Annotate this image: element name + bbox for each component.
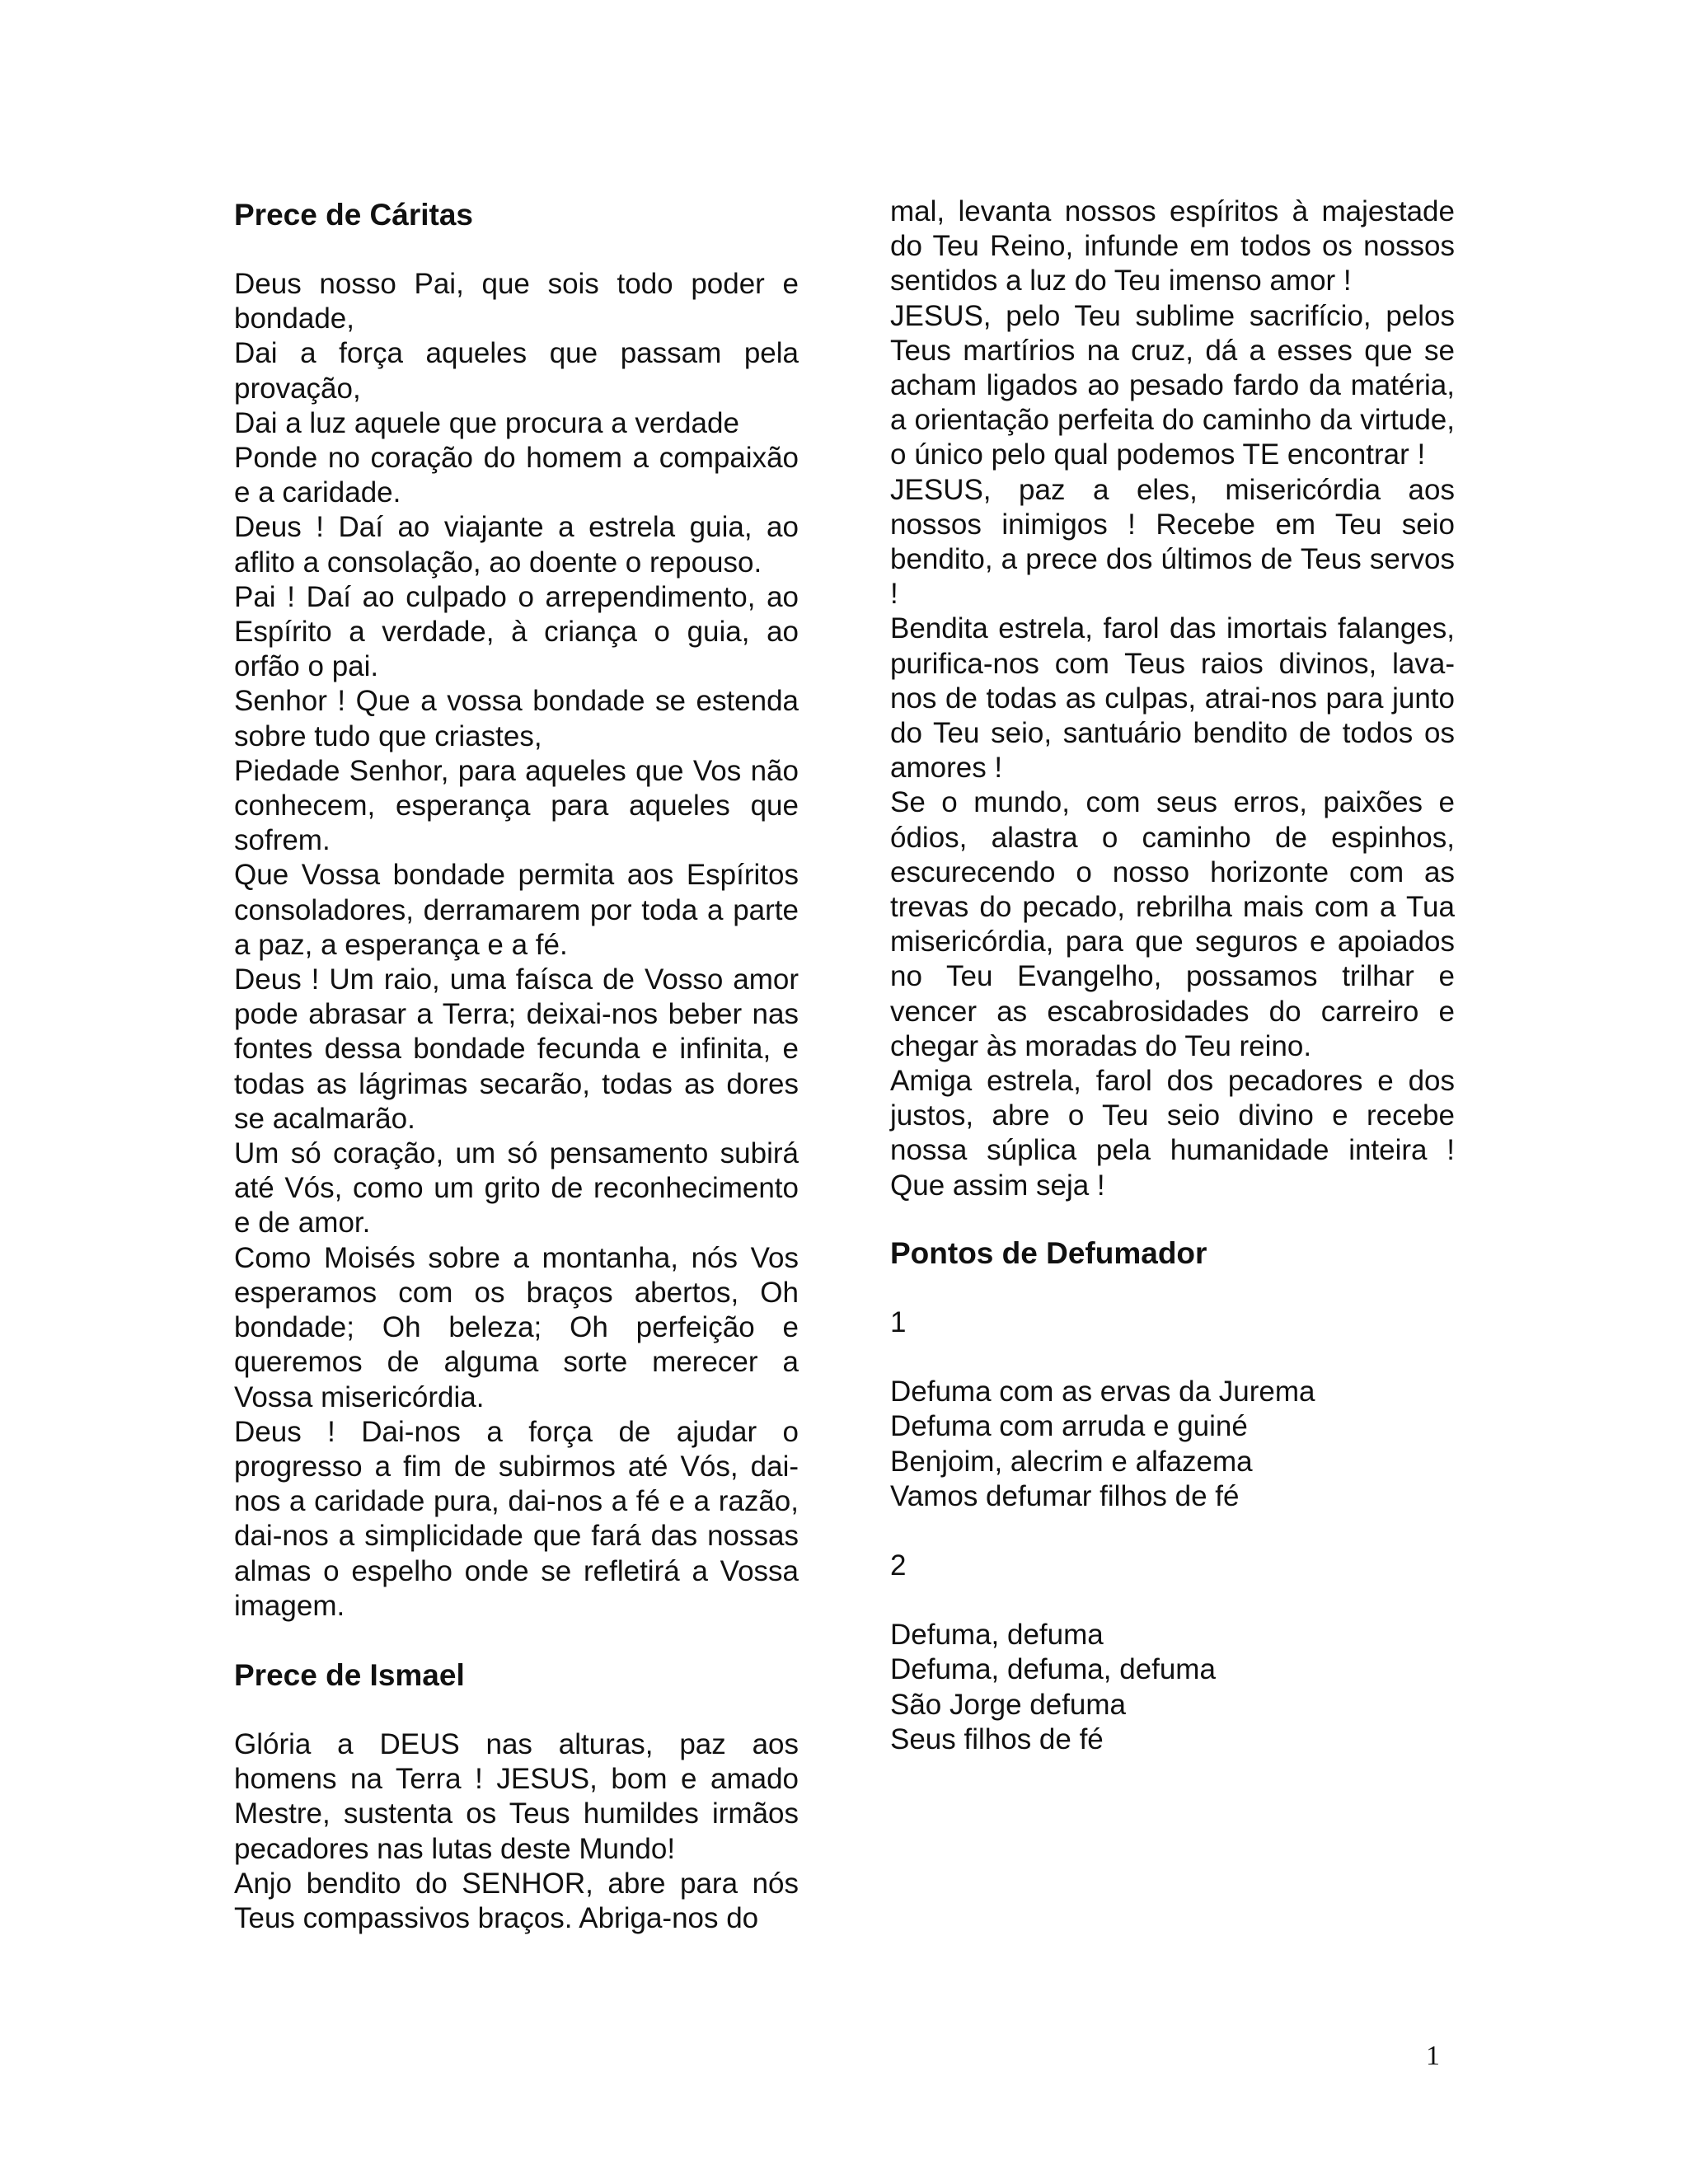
ponto-line: Seus filhos de fé [890, 1722, 1104, 1755]
caritas-paragraph: Piedade Senhor, para aqueles que Vos não conhecem, esperança para aqueles que sofrem. [234, 754, 799, 857]
ponto-line: Defuma, defuma, defuma [890, 1653, 1216, 1686]
caritas-paragraph: Dai a luz aquele que procura a verdade [234, 406, 739, 439]
caritas-title: Prece de Cáritas [234, 198, 474, 232]
ponto-line: Benjoim, alecrim e alfazema [890, 1445, 1253, 1478]
caritas-paragraph: Que Vossa bondade permita aos Espíritos consoladores, derramarem por toda a parte a paz, a esperança e a fé. [234, 859, 799, 961]
ponto-line: Defuma, defuma [890, 1619, 1104, 1652]
caritas-paragraph: Ponde no coração do homem a compaixão e a caridade. [234, 442, 799, 509]
ismael-continuation-paragraph: JESUS, paz a eles, misericórdia aos nossos inimigos ! Recebe em Teu seio bendito, a prece dos últimos de Teus servos ! [890, 473, 1455, 611]
ismael-continuation-paragraph: Se o mundo, com seus erros, paixões e ódios, alastra o caminho de espinhos, escurecendo o nosso horizonte com as trevas do pecado, rebrilha mais com a Tua misericórdia, para que seguros e apoiados no Teu Evangelho, possamos trilhar e vencer as escabrosidades do carreiro e chegar às moradas do Teu reino. [890, 786, 1455, 1062]
caritas-paragraph: Deus ! Daí ao viajante a estrela guia, ao aflito a consolação, ao doente o repouso. [234, 511, 799, 579]
ismael-paragraph: Glória a DEUS nas alturas, paz aos homens na Terra ! JESUS, bom e amado Mestre, sustenta os Teus humildes irmãos pecadores nas lutas deste Mundo! [234, 1727, 799, 1865]
caritas-paragraph: Como Moisés sobre a montanha, nós Vos esperamos com os braços abertos, Oh bondade; Oh beleza; Oh perfeição e queremos de alguma sorte merecer a Vossa misericórdia. [234, 1241, 799, 1413]
ponto-number: 2 [890, 1549, 907, 1582]
ponto-line: Vamos defumar filhos de fé [890, 1479, 1240, 1512]
ismael-paragraph: Anjo bendito do SENHOR, abre para nós Teus compassivos braços. Abriga-nos do [234, 1867, 799, 1934]
spacer [890, 1583, 1455, 1618]
caritas-paragraph: Pai ! Daí ao culpado o arrependimento, ao Espírito a verdade, à criança o guia, ao orfão o pai. [234, 580, 799, 683]
ponto-line: São Jorge defuma [890, 1688, 1127, 1721]
caritas-paragraph: Deus ! Dai-nos a força de ajudar o progresso a fim de subirmos até Vós, dai-nos a caridade pura, dai-nos a fé e a razão, dai-nos a simplicidade que fará das nossas almas o espelho onde se refletirá a Vossa imagem. [234, 1415, 799, 1622]
left-column [234, 183, 799, 1936]
ismael-continuation-paragraph: Amiga estrela, farol dos pecadores e dos justos, abre o Teu seio divino e recebe nossa súplica pela humanidade inteira ! Que assim seja ! [890, 1065, 1455, 1202]
ismael-continuation-paragraph: Bendita estrela, farol das imortais falanges, purifica-nos com Teus raios divinos, lava-nos de todas as culpas, atrai-nos para junto do Teu seio, santuário bendito de todos os amores ! [890, 612, 1455, 785]
page-number: 1 [1426, 2041, 1440, 2071]
defumador-title: Pontos de Defumador [890, 1235, 1207, 1270]
ismael-title: Prece de Ismael [234, 1657, 465, 1692]
ismael-continuation-paragraph: JESUS, pelo Teu sublime sacrifício, pelos Teus martírios na cruz, dá a esses que se acham ligados ao pesado fardo da matéria, a orientação perfeita do caminho da virtude, o único pelo qual podemos TE encontrar ! [890, 299, 1455, 471]
ismael-continuation-paragraph: mal, levanta nossos espíritos à majestade do Teu Reino, infunde em todos os nossos sentidos a luz do Teu imenso amor ! [890, 195, 1455, 298]
caritas-paragraph: Deus nosso Pai, que sois todo poder e bondade, [234, 268, 799, 335]
caritas-paragraph: Dai a força aqueles que passam pela provação, [234, 337, 799, 405]
spacer [890, 1340, 1455, 1375]
caritas-paragraph: Um só coração, um só pensamento subirá até Vós, como um grito de reconhecimento e de amor. [234, 1137, 799, 1240]
ponto-line: Defuma com as ervas da Jurema [890, 1376, 1315, 1408]
caritas-paragraph: Deus ! Um raio, uma faísca de Vosso amor pode abrasar a Terra; deixai-nos beber nas fontes dessa bondade fecunda e infinita, e todas as lágrimas secarão, todas as dores se acalmarão. [234, 963, 799, 1135]
ponto-line: Defuma com arruda e guiné [890, 1410, 1248, 1443]
right-column [890, 194, 1455, 1757]
ponto-number: 1 [890, 1305, 907, 1338]
spacer [890, 1514, 1455, 1549]
caritas-paragraph: Senhor ! Que a vossa bondade se estenda sobre tudo que criastes, [234, 685, 799, 752]
